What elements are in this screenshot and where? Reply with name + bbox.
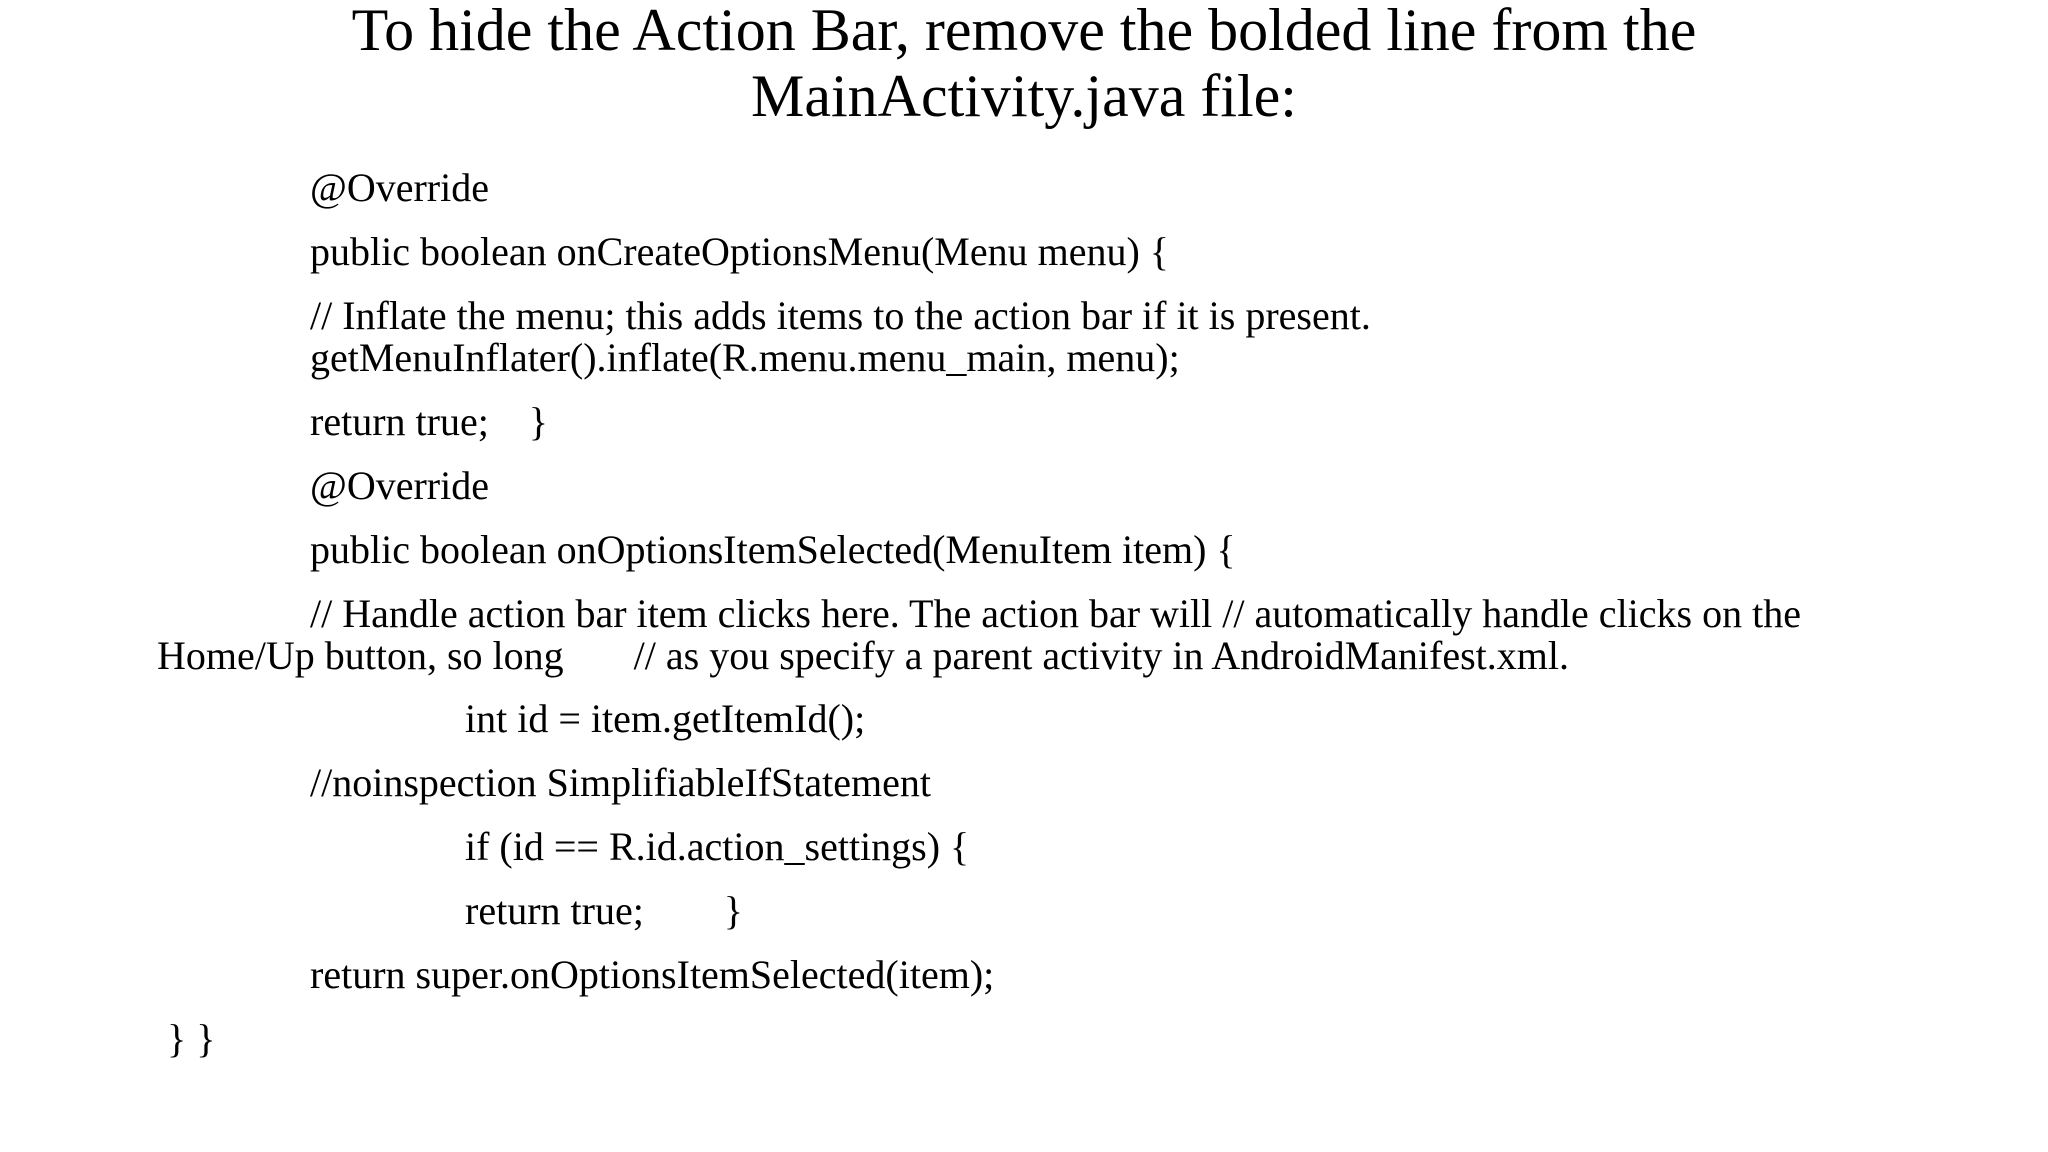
code-line-oncreateoptionsmenu: public boolean onCreateOptionsMenu(Menu menu) { [310,229,1170,274]
slide-title-line-1: To hide the Action Bar, remove the bolded line from the [351,0,1697,63]
code-line-onoptionsitemselected: public boolean onOptionsItemSelected(MenuItem item) { [310,527,1236,572]
code-line-return-super: return super.onOptionsItemSelected(item); [310,952,995,997]
code-line-noinspection: //noinspection SimplifiableIfStatement [310,760,931,805]
code-line-getmenuinflater: getMenuInflater().inflate(R.menu.menu_main, menu); [310,335,1180,380]
code-line-override-1: @Override [310,165,489,210]
code-line-if-id: if (id == R.id.action_settings) { [465,824,970,869]
code-line-closing-braces: } } [157,1016,216,1061]
slide-title-line-2: MainActivity.java file: [751,63,1297,129]
code-line-override-2: @Override [310,463,489,508]
code-line-return-true-1: return true; } [310,399,549,444]
code-line-home-up-comment: Home/Up button, so long // as you specify a parent activity in AndroidManifest.xml. [157,633,1570,678]
code-line-int-id: int id = item.getItemId(); [465,696,866,741]
code-line-handle-comment: // Handle action bar item clicks here. The action bar will // automatically handle clicks on the [310,591,1801,636]
code-line-inflate-comment: // Inflate the menu; this adds items to the action bar if it is present. [310,293,1371,338]
code-line-return-true-2: return true; } [465,888,744,933]
